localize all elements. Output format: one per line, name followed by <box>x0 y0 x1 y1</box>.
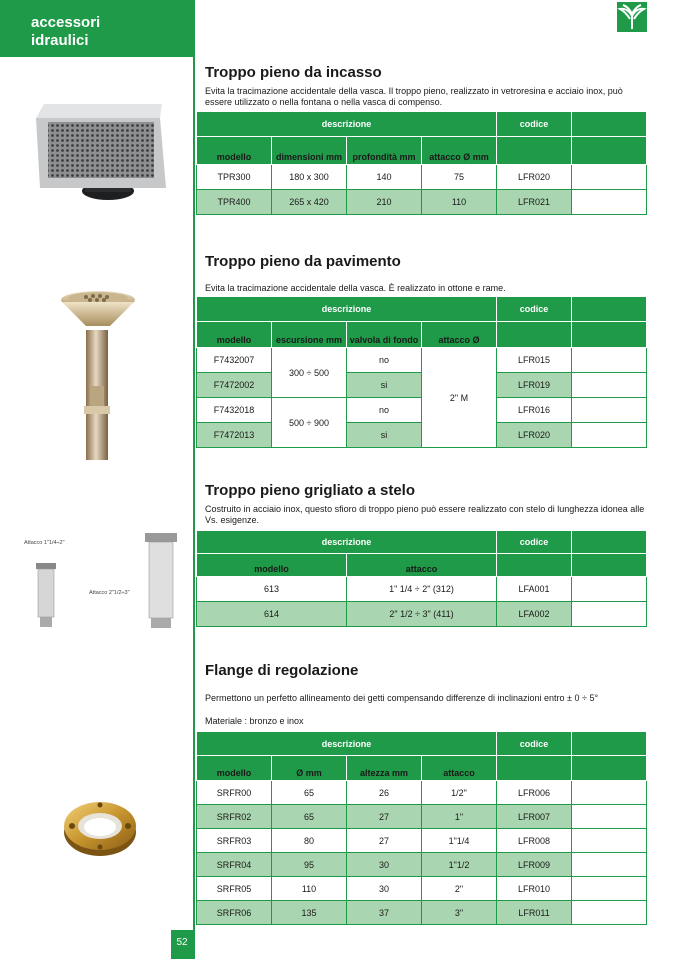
cell-codice: LFR020 <box>497 423 572 448</box>
col-attacco: attacco Ø <box>422 322 497 348</box>
table-row <box>197 577 647 602</box>
band-descrizione: descrizione <box>197 732 497 756</box>
material-flange: Materiale : bronzo e inox <box>205 716 304 726</box>
col-extra-blank <box>572 756 647 781</box>
col-altezza: altezza mm <box>347 756 422 781</box>
col-diametro: Ø mm <box>272 756 347 781</box>
cell-codice: LFR007 <box>497 805 572 829</box>
cell-modello: SRFR00 <box>197 781 272 805</box>
cell-codice: LFR010 <box>497 877 572 901</box>
cell-valvola: si <box>347 423 422 448</box>
col-modello: modello <box>197 322 272 348</box>
col-dimensioni: dimensioni mm <box>272 137 347 165</box>
cell-empty <box>572 853 647 877</box>
cell-profondita: 140 <box>347 165 422 190</box>
cell-codice: LFR019 <box>497 373 572 398</box>
cell-modello: 613 <box>197 577 347 602</box>
col-codice-blank <box>497 322 572 348</box>
table-row <box>197 348 647 373</box>
cell-codice: LFR016 <box>497 398 572 423</box>
cell-attacco: 3" <box>422 901 497 925</box>
desc-flange: Permettono un perfetto allineamento dei getti compensando differenze di inclinazioni entro ± 0 ÷ 5° <box>205 693 599 703</box>
cell-empty <box>572 781 647 805</box>
cell-attacco: 2" <box>422 877 497 901</box>
product-image-flange <box>60 790 140 860</box>
table-incasso <box>196 111 647 215</box>
caption-attacco-b: Attacco 2"1/2÷3" <box>89 590 130 596</box>
table-row <box>197 901 647 925</box>
cell-valvola: no <box>347 348 422 373</box>
cell-attacco: 2" M <box>422 348 497 448</box>
title-stelo: Troppo pieno grigliato a stelo <box>205 482 416 499</box>
cell-attacco: 1" 1/4 ÷ 2" (312) <box>347 577 497 602</box>
cell-empty <box>572 901 647 925</box>
cell-codice: LFR021 <box>497 190 572 215</box>
cell-empty <box>572 348 647 373</box>
cell-modello: SRFR02 <box>197 805 272 829</box>
cell-diametro: 95 <box>272 853 347 877</box>
table-row <box>197 877 647 901</box>
cell-dimensioni: 180 x 300 <box>272 165 347 190</box>
table-row <box>197 165 647 190</box>
cell-altezza: 30 <box>347 853 422 877</box>
cell-valvola: si <box>347 373 422 398</box>
cell-attacco: 1" <box>422 805 497 829</box>
table-row <box>197 190 647 215</box>
cell-codice: LFR009 <box>497 853 572 877</box>
cell-modello: SRFR04 <box>197 853 272 877</box>
brand-logo <box>617 2 647 32</box>
cell-altezza: 27 <box>347 805 422 829</box>
cell-attacco: 1"1/2 <box>422 853 497 877</box>
band-descrizione: descrizione <box>197 531 497 554</box>
cell-valvola: no <box>347 398 422 423</box>
col-extra-blank <box>572 137 647 165</box>
cell-altezza: 26 <box>347 781 422 805</box>
vertical-divider <box>193 0 195 959</box>
table-row <box>197 781 647 805</box>
col-escursione: escursione mm <box>272 322 347 348</box>
cell-codice: LFR011 <box>497 901 572 925</box>
cell-attacco: 75 <box>422 165 497 190</box>
col-profondita: profondità mm <box>347 137 422 165</box>
cell-codice: LFA002 <box>497 602 572 627</box>
col-attacco: attacco <box>347 554 497 577</box>
cell-diametro: 65 <box>272 781 347 805</box>
band-descrizione: descrizione <box>197 297 497 322</box>
cell-modello: SRFR05 <box>197 877 272 901</box>
band-codice: codice <box>497 112 572 137</box>
cell-modello: SRFR06 <box>197 901 272 925</box>
cell-attacco: 110 <box>422 190 497 215</box>
title-flange: Flange di regolazione <box>205 662 359 679</box>
table-flange <box>196 731 647 925</box>
col-extra-blank <box>572 554 647 577</box>
col-extra-blank <box>572 322 647 348</box>
table-pavimento <box>196 296 647 448</box>
cell-modello: F7472002 <box>197 373 272 398</box>
col-modello: modello <box>197 137 272 165</box>
cell-diametro: 80 <box>272 829 347 853</box>
col-modello: modello <box>197 554 347 577</box>
cell-codice: LFA001 <box>497 577 572 602</box>
cell-empty <box>572 602 647 627</box>
band-empty <box>572 732 647 756</box>
col-codice-blank <box>497 137 572 165</box>
product-image-pavimento <box>56 286 141 462</box>
cell-attacco: 2" 1/2 ÷ 3" (411) <box>347 602 497 627</box>
cell-altezza: 37 <box>347 901 422 925</box>
table-stelo <box>196 530 647 627</box>
section-title <box>31 14 191 50</box>
cell-escursione: 300 ÷ 500 <box>272 348 347 398</box>
cell-empty <box>572 373 647 398</box>
cell-attacco: 1/2" <box>422 781 497 805</box>
col-valvola: valvola di fondo <box>347 322 422 348</box>
cell-empty <box>572 190 647 215</box>
cell-empty <box>572 398 647 423</box>
caption-attacco-a: Attacco 1"1/4÷2" <box>24 540 65 546</box>
cell-codice: LFR006 <box>497 781 572 805</box>
cell-modello: F7472013 <box>197 423 272 448</box>
cell-diametro: 135 <box>272 901 347 925</box>
band-codice: codice <box>497 531 572 554</box>
cell-modello: TPR300 <box>197 165 272 190</box>
table-row <box>197 805 647 829</box>
cell-diametro: 110 <box>272 877 347 901</box>
col-attacco: attacco <box>422 756 497 781</box>
cell-escursione: 500 ÷ 900 <box>272 398 347 448</box>
cell-codice: LFR020 <box>497 165 572 190</box>
product-image-incasso <box>30 98 170 208</box>
band-codice: codice <box>497 732 572 756</box>
cell-empty <box>572 423 647 448</box>
title-pavimento: Troppo pieno da pavimento <box>205 253 401 270</box>
cell-altezza: 27 <box>347 829 422 853</box>
section-header <box>0 0 193 57</box>
cell-codice: LFR008 <box>497 829 572 853</box>
band-codice: codice <box>497 297 572 322</box>
band-descrizione: descrizione <box>197 112 497 137</box>
cell-dimensioni: 265 x 420 <box>272 190 347 215</box>
table-row <box>197 853 647 877</box>
cell-modello: SRFR03 <box>197 829 272 853</box>
cell-modello: TPR400 <box>197 190 272 215</box>
cell-diametro: 65 <box>272 805 347 829</box>
band-empty <box>572 531 647 554</box>
cell-modello: 614 <box>197 602 347 627</box>
cell-empty <box>572 577 647 602</box>
section-title-line1: accessori <box>31 14 101 31</box>
cell-empty <box>572 805 647 829</box>
table-row <box>197 602 647 627</box>
desc-stelo: Costruito in acciaio inox, questo sfioro di troppo pieno può essere realizzato con stelo di lunghezza idonea alle Vs. esigenze. <box>205 504 645 525</box>
col-attacco: attacco Ø mm <box>422 137 497 165</box>
col-codice-blank <box>497 756 572 781</box>
cell-profondita: 210 <box>347 190 422 215</box>
cell-altezza: 30 <box>347 877 422 901</box>
col-codice-blank <box>497 554 572 577</box>
cell-modello: F7432007 <box>197 348 272 373</box>
desc-incasso: Evita la tracimazione accidentale della vasca. Il troppo pieno, realizzato in vetroresina e acciaio inox, può essere utilizzato o nella fontana o nella vasca di compenso. <box>205 86 623 107</box>
cell-empty <box>572 165 647 190</box>
col-modello: modello <box>197 756 272 781</box>
band-empty <box>572 112 647 137</box>
cell-attacco: 1"1/4 <box>422 829 497 853</box>
page-number: 52 <box>171 930 193 959</box>
cell-modello: F7432018 <box>197 398 272 423</box>
section-title-line2: idraulici <box>31 32 89 49</box>
cell-codice: LFR015 <box>497 348 572 373</box>
cell-empty <box>572 829 647 853</box>
desc-pavimento: Evita la tracimazione accidentale della vasca. È realizzato in ottone e rame. <box>205 283 506 293</box>
product-image-stelo <box>20 530 185 632</box>
table-row <box>197 829 647 853</box>
title-incasso: Troppo pieno da incasso <box>205 64 382 81</box>
band-empty <box>572 297 647 322</box>
cell-empty <box>572 877 647 901</box>
